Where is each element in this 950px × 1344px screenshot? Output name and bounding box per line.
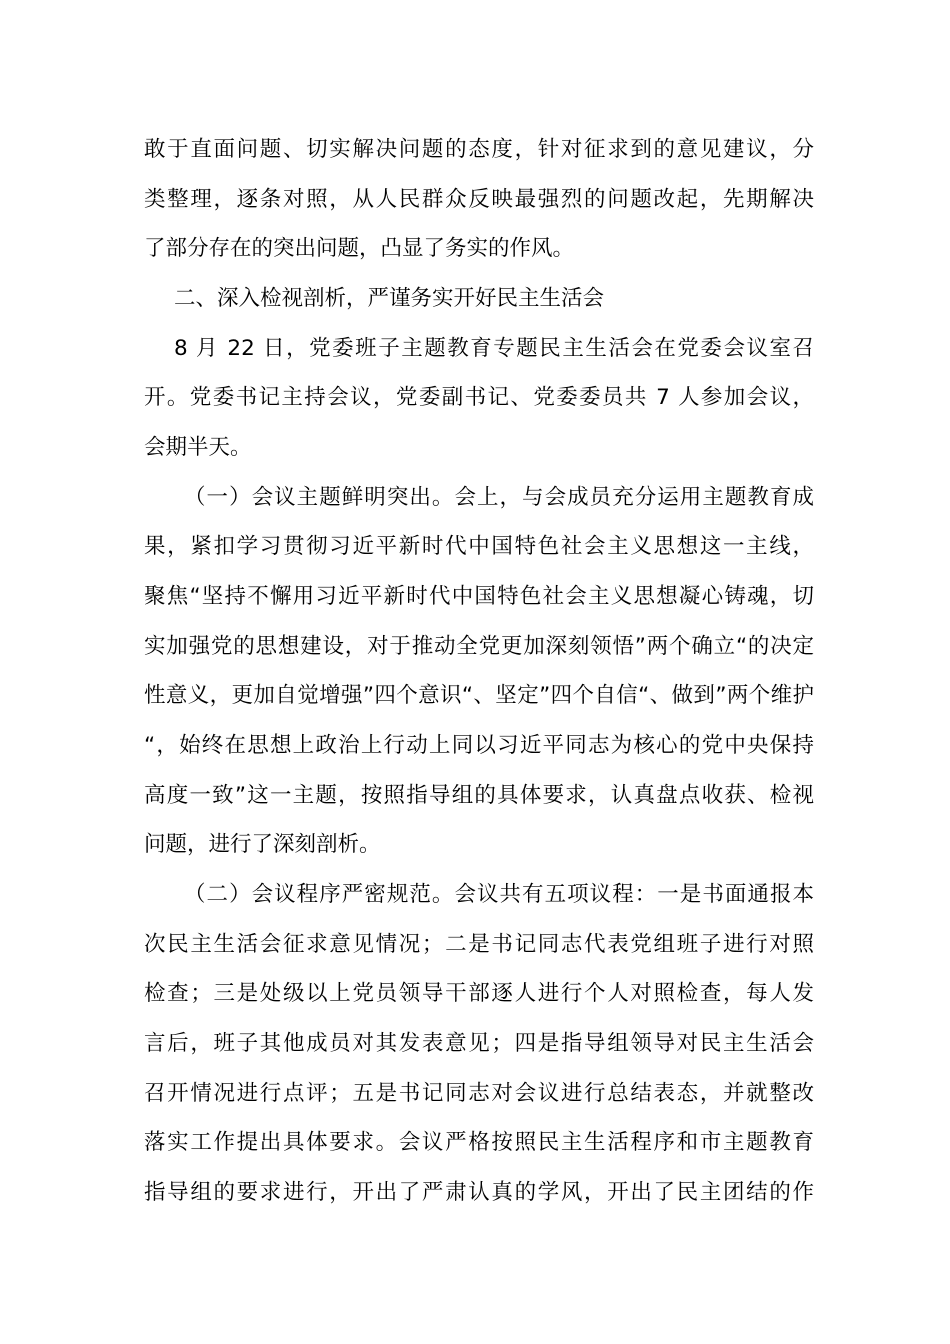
paragraph-line: 实加强党的思想建设，对于推动全党更加深刻领悟”两个确立“的决定 [144, 634, 814, 659]
paragraph-line: 了部分存在的突出问题，凸显了务实的作风。 [144, 236, 575, 261]
paragraph-line: “，始终在思想上政治上行动上同以习近平同志为核心的党中央保持 [144, 733, 814, 758]
paragraph-line: 会期半天。 [144, 435, 252, 460]
paragraph-line: 召开情况进行点评；五是书记同志对会议进行总结表态，并就整改 [144, 1081, 814, 1106]
paragraph-line: 性意义，更加自觉增强”四个意识“、坚定”四个自信“、做到”两个维护 [144, 683, 814, 708]
paragraph-line: 聚焦“坚持不懈用习近平新时代中国特色社会主义思想凝心铸魂，切 [144, 584, 814, 609]
section-heading: 二、深入检视剖析，严谨务实开好民主生活会 [174, 286, 605, 311]
paragraph-line: 次民主生活会征求意见情况；二是书记同志代表党组班子进行对照 [144, 932, 814, 957]
paragraph-line: 敢于直面问题、切实解决问题的态度，针对征求到的意见建议，分 [144, 137, 814, 162]
paragraph-line: 落实工作提出具体要求。会议严格按照民主生活程序和市主题教育 [144, 1130, 814, 1155]
paragraph-line: （二）会议程序严密规范。会议共有五项议程：一是书面通报本 [184, 882, 814, 907]
paragraph-line: 果，紧扣学习贯彻习近平新时代中国特色社会主义思想这一主线， [144, 534, 814, 559]
paragraph-line: 问题，进行了深刻剖析。 [144, 832, 381, 857]
paragraph-line: 类整理，逐条对照，从人民群众反映最强烈的问题改起，先期解决 [144, 187, 814, 212]
paragraph-line: 言后，班子其他成员对其发表意见；四是指导组领导对民主生活会 [144, 1031, 814, 1056]
paragraph-line: （一）会议主题鲜明突出。会上，与会成员充分运用主题教育成 [184, 485, 814, 510]
paragraph-line: 8 月 22 日，党委班子主题教育专题民主生活会在党委会议室召 [174, 336, 814, 361]
paragraph-line: 高度一致”这一主题，按照指导组的具体要求，认真盘点收获、检视 [144, 783, 814, 808]
paragraph-line: 开。党委书记主持会议，党委副书记、党委委员共 7 人参加会议， [144, 385, 814, 410]
paragraph-line: 检查；三是处级以上党员领导干部逐人进行个人对照检查，每人发 [144, 981, 814, 1006]
paragraph-line: 指导组的要求进行，开出了严肃认真的学风，开出了民主团结的作 [144, 1180, 814, 1205]
